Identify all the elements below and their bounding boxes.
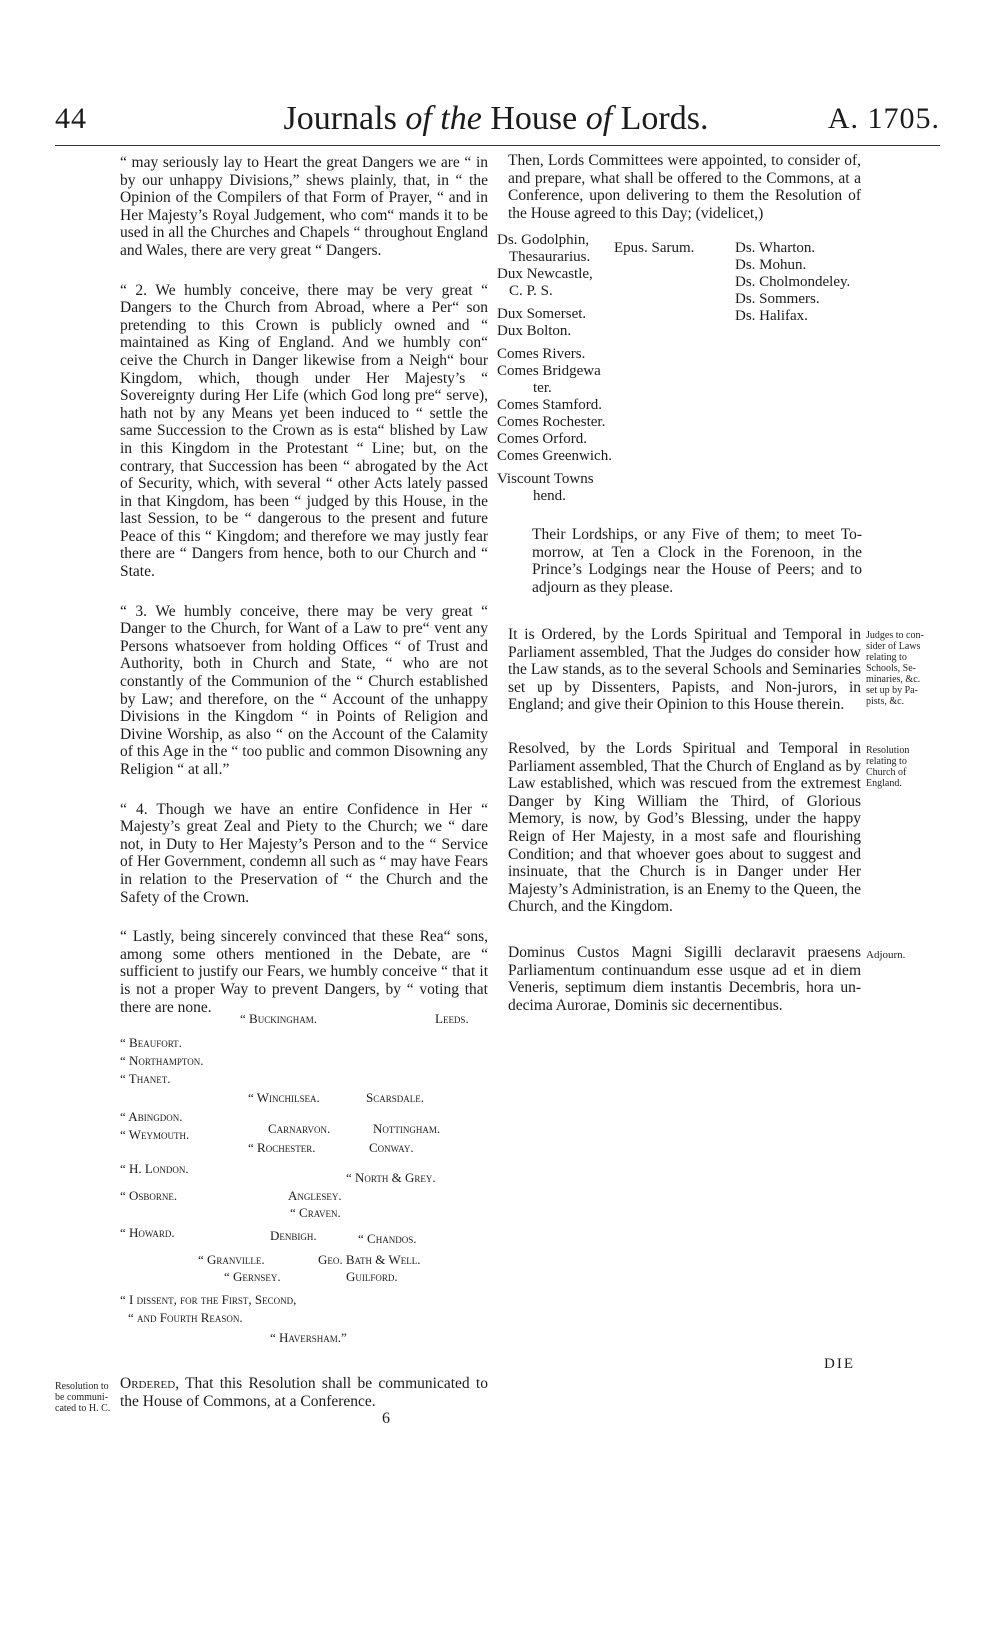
margin-note-communicate: Resolution to be communicated to H. C.	[55, 1381, 111, 1414]
signer: “ Rochester.	[248, 1140, 316, 1155]
lord-entry: Ds. Sommers.	[735, 291, 820, 307]
signer: Leeds.	[435, 1011, 469, 1026]
lord-entry: Comes Orford.	[497, 431, 587, 447]
committee-intro: Then, Lords Committees were appointed, to consider of, and prepare, what shall be offered to the Commons, at a Conference, upon delivering to them the Resolution of the House agreed to this Day; (videlicet,)	[508, 152, 861, 222]
title-of: of	[585, 100, 613, 137]
lord-entry: hend.	[533, 488, 566, 504]
title-house: House	[490, 100, 578, 137]
meeting-instructions: Their Lordships, or any Five of them; to meet To-morrow, at Ten a Clock in the Forenoon, in the Prince’s Lodgings near the House of Peers; and to adjourn as they please.	[532, 526, 862, 596]
signer: Geo. Bath & Well.	[318, 1252, 421, 1267]
lord-entry: Comes Stamford.	[497, 397, 602, 413]
signer: “ Winchilsea.	[248, 1090, 320, 1105]
committee-list-col3	[735, 240, 850, 325]
ordered-word: Ordered,	[120, 1375, 180, 1392]
signer: “ Weymouth.	[120, 1127, 190, 1142]
lord-entry: Ds. Mohun.	[735, 257, 807, 273]
signer: Anglesey.	[288, 1188, 342, 1203]
signer: “ Northampton.	[120, 1053, 204, 1068]
signer: “ North & Grey.	[346, 1170, 436, 1185]
dissent-note: “ I dissent, for the First, Second,	[120, 1292, 297, 1307]
signer: Nottingham.	[373, 1121, 441, 1136]
signer: “ H. London.	[120, 1161, 189, 1176]
judges-order: It is Ordered, by the Lords Spiritual and Temporal in Parliament assembled, That the Judges do consider how the Law stands, as to the several Schools and Seminaries set up by Dissenters, Papists, and Non-jurors, in England; and give their Opinion to this House therein.	[508, 626, 861, 714]
protest-paragraph-4: “ 4. Though we have an entire Confidence in Her “ Majesty’s great Zeal and Piety to the Church; we “ dare not, in Duty to Her Majesty’s Person and to the “ Service of Her Government, condemn all such as “ may have Fears in relation to the Preservation of “ the Church and the Safety of the Crown.	[120, 800, 488, 906]
margin-note-judges: Judges to consider of Laws relating to Schools, Seminaries, &c. set up by Papists, &c.	[866, 630, 924, 707]
signer: “ Osborne.	[120, 1188, 178, 1203]
page-year: A. 1705.	[827, 102, 940, 135]
signer: Denbigh.	[270, 1228, 317, 1243]
signer: “ Gernsey.	[224, 1269, 281, 1284]
dissent-note: “ and Fourth Reason.	[128, 1310, 243, 1325]
signer: “ Chandos.	[358, 1231, 417, 1246]
signer: “ Granville.	[198, 1252, 265, 1267]
signatories-cont	[120, 1310, 490, 1350]
title-journals: Journals	[283, 100, 397, 137]
signer: “ Howard.	[120, 1225, 175, 1240]
lord-entry: Dux Bolton.	[497, 323, 572, 339]
signer: “ Buckingham.	[240, 1011, 317, 1026]
lord-entry: Ds. Wharton.	[735, 240, 816, 256]
left-column	[120, 154, 488, 1038]
signer: “ Craven.	[290, 1205, 341, 1220]
ordered-text: That this Resolution shall be communicated to the House of Commons, at a Conference.	[120, 1375, 488, 1410]
lord-entry: Ds. Godolphin,	[497, 232, 590, 248]
lord-entry: Dux Newcastle,	[497, 266, 593, 282]
protest-paragraph-2: “ 2. We humbly conceive, there may be very great “ Dangers to the Church from Abroad, where a Per“ son pretending to this Crown is publicly owned and “ maintained as King of England. And we humbly con“ ceive the Church in Danger likewise from a Neigh“ bour Kingdom, which, though under Her Majesty’s “ Sovereignty during Her Life (which God long pre“ serve), hath not by any Means yet been induced to “ settle the same Succession to the Crown as is esta“ blished by Law in this Kingdom in the Protestant “ Line; but, on the contrary, that Succession has been “ abrogated by the Act of Security, which, with several “ other Acts lately passed in that Kingdom, has been “ judged by this House, in the last Session, to be “ dangerous to the present and future Peace of this “ Kingdom; and therefore we may justly fear there are “ Dangers from hence, both to our Church and “ State.	[120, 281, 488, 581]
lord-entry: Comes Greenwich.	[497, 448, 612, 464]
adjournment: Dominus Custos Magni Sigilli declaravit praesens Parliamentum continuandum esse usque ad et in diem Veneris, septimum diem instantis Decembris, hora undecima Aurorae, Dominis sic decernentibus.	[508, 944, 861, 1014]
page-number: 44	[55, 102, 87, 135]
right-column-intro	[508, 152, 861, 222]
signer: Scarsdale.	[366, 1090, 424, 1105]
ordered-communicate	[120, 1375, 488, 1410]
signer: “ Beaufort.	[120, 1035, 182, 1050]
lord-entry: Comes Bridgewa	[497, 363, 601, 379]
lord-entry: Ds. Halifax.	[735, 308, 808, 324]
header-rule	[55, 145, 940, 146]
signer: “ Abingdon.	[120, 1109, 183, 1124]
committee-list-col1	[497, 232, 612, 505]
committee-list-col2	[614, 240, 694, 257]
lord-entry: Comes Rochester.	[497, 414, 606, 430]
signer: Guilford.	[346, 1269, 398, 1284]
title-lords: Lords.	[620, 100, 709, 137]
signatories	[120, 1005, 490, 1305]
margin-note-resolution: Resolution relating to Church of England.	[866, 745, 910, 789]
lord-entry: Dux Somerset.	[497, 306, 587, 322]
margin-note-adjourn: Adjourn.	[866, 949, 906, 961]
catchword: DIE	[824, 1356, 855, 1372]
lord-entry: Epus. Sarum.	[614, 240, 695, 256]
protest-paragraph-1: “ may seriously lay to Heart the great Dangers we are “ in by our unhappy Divisions,” shews plainly, that, in “ the Opinion of the Compilers of that Form of Prayer, “ and in Her Majesty’s Royal Judgement, who com“ mands it to be used in all the Churches and Chapels “ throughout England and Wales, there are very great “ Dangers.	[120, 154, 488, 259]
signer: Conway.	[369, 1140, 414, 1155]
title-of-the: of the	[405, 100, 482, 137]
lord-entry: Comes Rivers.	[497, 346, 586, 362]
lord-entry: ter.	[533, 380, 552, 396]
protest-paragraph-5: “ Lastly, being sincerely convinced that these Rea“ sons, among some others mentioned in the Debate, are “ sufficient to justify our Fears, we humbly conceive “ that it is not a proper Way to prevent Dangers, by “ voting that there are none.	[120, 928, 488, 1016]
church-resolution: Resolved, by the Lords Spiritual and Temporal in Parliament assembled, That the Church of England as by Law established, which was rescued from the extremest Danger by King William the Third, of Glorious Memory, is now, by God’s Blessing, under the happy Reign of Her Majesty, in a most safe and flourishing Condition; and that whoever goes about to suggest and insinuate, that the Church is in Danger under Her Majesty’s Administration, is an Enemy to the Queen, the Church, and the Kingdom.	[508, 740, 861, 916]
lord-entry: C. P. S.	[509, 283, 553, 299]
lord-entry: Ds. Cholmondeley.	[735, 274, 851, 290]
signer: “ Haversham.”	[270, 1330, 347, 1345]
protest-paragraph-3: “ 3. We humbly conceive, there may be very great “ Danger to the Church, for Want of a Law to pre“ vent any Persons whatsoever from holding Offices “ of Trust and Authority, both in Church and State, “ who are not constantly of the Communion of the “ Church established by Law; and therefore, on the “ Account of the unhappy Divisions in the Kingdom “ in Points of Religion and Divine Worship, as also “ on the Account of the Calamity of this Age in the “ too public and common Disowning any Religion “ at all.”	[120, 602, 488, 778]
signer: Carnarvon.	[268, 1121, 331, 1136]
signature-mark: 6	[382, 1410, 390, 1427]
lord-entry: Viscount Towns	[497, 471, 594, 487]
signer: “ Thanet.	[120, 1071, 171, 1086]
lord-entry: Thesaurarius.	[509, 249, 591, 265]
